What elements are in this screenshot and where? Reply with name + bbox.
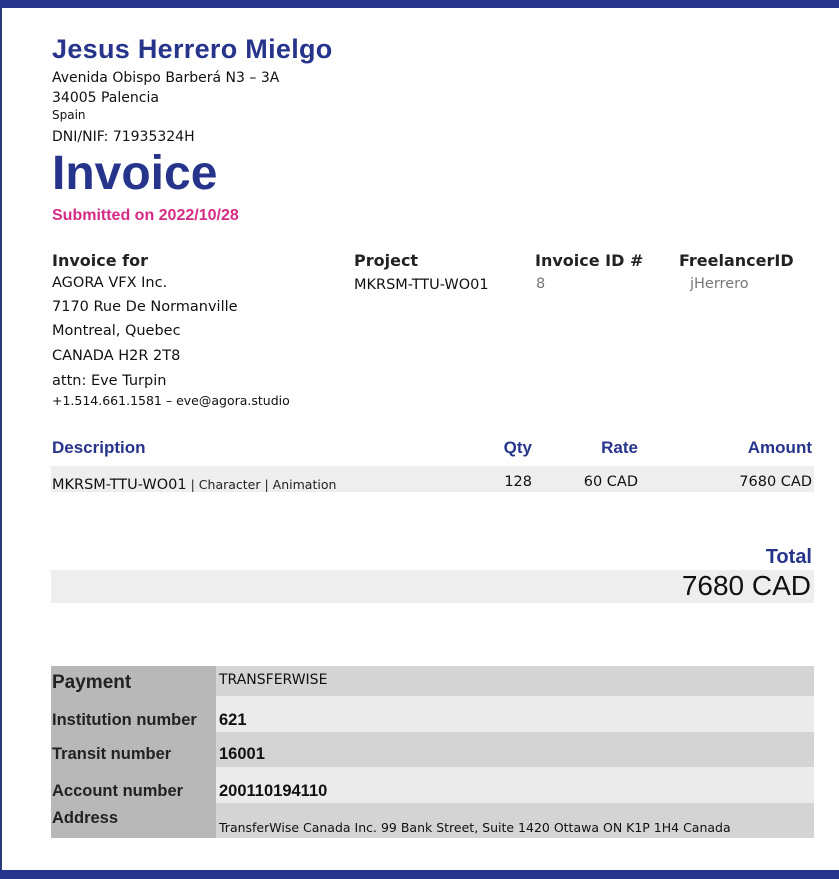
project-value: MKRSM-TTU-WO01 <box>354 277 489 293</box>
total-value: 7680 CAD <box>681 570 811 601</box>
left-edge-line <box>0 8 2 870</box>
project-header: Project <box>354 251 419 270</box>
total-label: Total <box>765 546 812 568</box>
column-header-qty: Qty <box>503 438 532 457</box>
institution-value: 621 <box>216 696 814 732</box>
address-value: TransferWise Canada Inc. 99 Bank Street, Suite 1420 Ottawa ON K1P 1H4 Canada <box>216 803 814 838</box>
line-item-tags: | Character | Animation <box>186 477 337 492</box>
client-line-street: 7170 Rue De Normanville <box>52 299 238 315</box>
column-header-rate: Rate <box>601 438 638 457</box>
client-line-attn: attn: Eve Turpin <box>52 373 167 389</box>
account-row <box>51 767 814 803</box>
line-item-code: MKRSM-TTU-WO01 <box>52 477 187 493</box>
freelancer-address-line2: 34005 Palencia <box>52 90 159 106</box>
payment-table <box>51 666 814 838</box>
account-value: 200110194110 <box>216 767 814 803</box>
column-header-description: Description <box>52 438 146 457</box>
freelancer-tax-id: DNI/NIF: 71935324H <box>52 129 195 145</box>
freelancer-country: Spain <box>52 108 86 122</box>
invoice-title: Invoice <box>52 147 218 200</box>
freelancer-id-header: FreelancerID <box>679 251 794 270</box>
top-accent-bar <box>0 0 839 8</box>
institution-row <box>51 696 814 732</box>
line-item-amount: 7680 CAD <box>739 474 812 490</box>
client-contact: +1.514.661.1581 – eve@agora.studio <box>52 393 290 408</box>
payment-row <box>51 666 814 696</box>
address-row <box>51 803 814 838</box>
client-line-company: AGORA VFX Inc. <box>52 275 168 291</box>
institution-label: Institution number <box>51 696 216 732</box>
transit-row <box>51 732 814 767</box>
transit-label: Transit number <box>51 732 216 767</box>
freelancer-address-line1: Avenida Obispo Barberá N3 – 3A <box>52 70 280 86</box>
freelancer-name: Jesus Herrero Mielgo <box>52 34 333 64</box>
transit-value: 16001 <box>216 732 814 767</box>
invoice-id-header: Invoice ID # <box>535 251 644 270</box>
payment-value: TRANSFERWISE <box>216 666 814 696</box>
submitted-date: Submitted on 2022/10/28 <box>52 207 239 224</box>
bottom-accent-bar <box>0 870 839 879</box>
line-item-qty: 128 <box>504 474 532 490</box>
freelancer-id-value: jHerrero <box>690 276 749 292</box>
line-item-rate: 60 CAD <box>583 474 638 490</box>
payment-label: Payment <box>51 666 216 696</box>
column-header-amount: Amount <box>747 438 812 457</box>
line-item-description <box>52 474 336 493</box>
client-line-city: Montreal, Quebec <box>52 323 181 339</box>
address-label: Address <box>51 803 216 838</box>
invoice-id-value: 8 <box>536 276 546 292</box>
account-label: Account number <box>51 767 216 803</box>
client-line-country: CANADA H2R 2T8 <box>52 348 181 364</box>
invoice-for-header: Invoice for <box>52 251 148 270</box>
